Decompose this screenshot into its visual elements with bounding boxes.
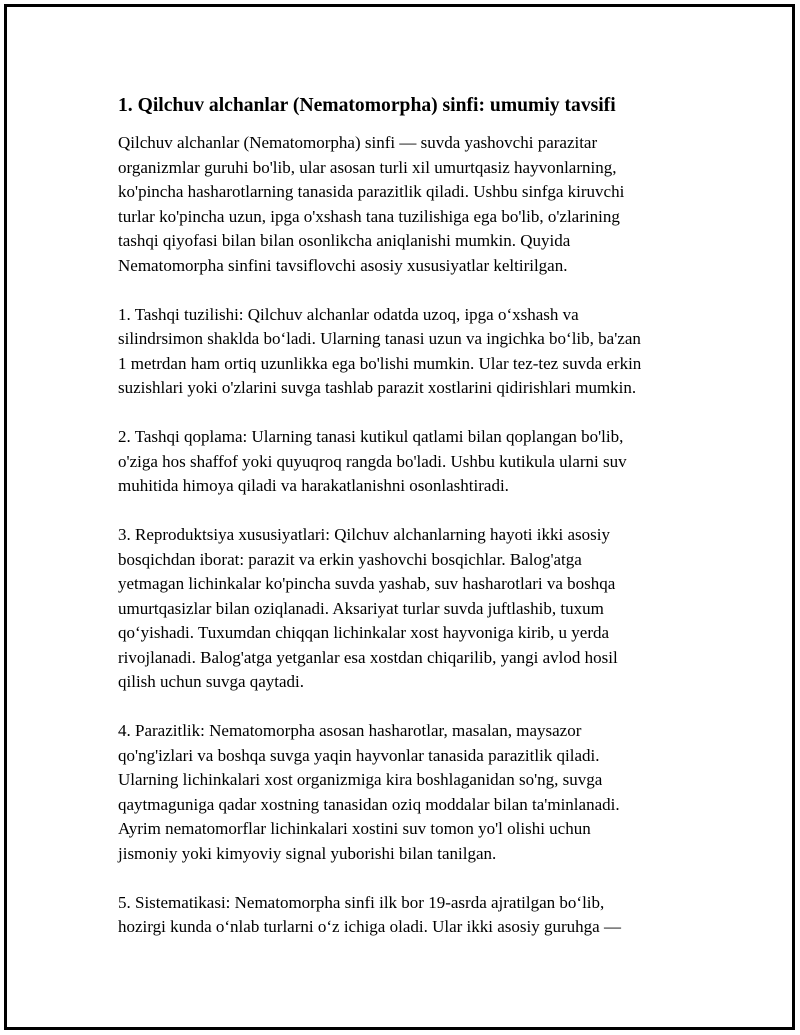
text-line: 5. Sistematikasi: Nematomorpha sinfi ilk bor 19-asrda ajratilgan bo‘lib, bbox=[118, 892, 605, 912]
text-line: 3. Reproduktsiya xususiyatlari: Qilchuv alchanlarning hayoti ikki asosiy bbox=[118, 525, 610, 544]
text-line: Nematomorpha sinfini tavsiflovchi asosiy xususiyatlar keltirilgan. bbox=[118, 255, 568, 275]
text-line: o'ziga hos shaffof yoki quyuqroq rangda bo'ladi. Ushbu kutikula ularni suv bbox=[118, 451, 627, 471]
text-line: Qilchuv alchanlar (Nematomorpha) sinfi — suvda yashovchi parazitar bbox=[118, 133, 598, 152]
paragraph-parasitism bbox=[118, 719, 690, 866]
text-line: bosqichdan iborat: parazit va erkin yashovchi bosqichlar. Balog'atga bbox=[118, 549, 582, 569]
text-line: jismoniy yoki kimyoviy signal yuborishi bilan tanilgan. bbox=[118, 843, 497, 863]
paragraph-external-structure bbox=[118, 303, 690, 401]
document-body bbox=[118, 92, 690, 964]
text-line: 2. Tashqi qoplama: Ularning tanasi kutikul qatlami bilan qoplangan bo'lib, bbox=[118, 427, 624, 446]
text-line: 1. Tashqi tuzilishi: Qilchuv alchanlar odatda uzoq, ipga o‘xshash va bbox=[118, 304, 579, 324]
paragraph-intro bbox=[118, 131, 690, 278]
text-line: turlar ko'pincha uzun, ipga o'xshash tana tuzilishiga ega bo'lib, o'zlarining bbox=[118, 206, 620, 226]
paragraph-systematics bbox=[118, 891, 690, 940]
text-line: tashqi qiyofasi bilan bilan osonlikcha aniqlanishi mumkin. Quyida bbox=[118, 231, 571, 250]
document-title: 1. Qilchuv alchanlar (Nematomorpha) sinfi: umumiy tavsifi bbox=[118, 95, 616, 116]
text-line: organizmlar guruhi bo'lib, ular asosan turli xil umurtqasiz hayvonlarning, bbox=[118, 157, 617, 177]
text-line: yetmagan lichinkalar ko'pincha suvda yashab, suv hasharotlari va boshqa bbox=[118, 574, 616, 593]
text-line: Ayrim nematomorflar lichinkalari xostini suv tomon yo'l olishi uchun bbox=[118, 819, 591, 838]
text-line: 4. Parazitlik: Nematomorpha asosan hasharotlar, masalan, maysazor bbox=[118, 721, 582, 740]
text-line: muhitida himoya qiladi va harakatlanishni osonlashtiradi. bbox=[118, 476, 509, 495]
text-line: qaytmaguniga qadar xostning tanasidan oziq moddalar bilan ta'minlanadi. bbox=[118, 794, 620, 814]
text-line: ko'pincha hasharotlarning tanasida parazitlik qiladi. Ushbu sinfga kiruvchi bbox=[118, 182, 625, 201]
text-line: Ularning lichinkalari xost organizmiga kira boshlaganidan so'ng, suvga bbox=[118, 770, 603, 789]
paragraph-external-cover bbox=[118, 425, 690, 499]
text-line: qo'ng'izlari va boshqa suvga yaqin hayvonlar tanasida parazitlik qiladi. bbox=[118, 745, 600, 765]
text-line: rivojlanadi. Balog'atga yetganlar esa xostdan chiqarilib, yangi avlod hosil bbox=[118, 647, 618, 667]
text-line: silindrsimon shaklda bo‘ladi. Ularning tanasi uzun va ingichka bo‘lib, ba'zan bbox=[118, 329, 641, 348]
text-line: qilish uchun suvga qaytadi. bbox=[118, 672, 305, 691]
text-line: qo‘yishadi. Tuxumdan chiqqan lichinkalar xost hayvoniga kirib, u yerda bbox=[118, 623, 610, 642]
text-line: umurtqasizlar bilan oziqlanadi. Aksariyat turlar suvda juftlashib, tuxum bbox=[118, 598, 604, 618]
paragraph-reproduction bbox=[118, 523, 690, 695]
text-line: 1 metrdan ham ortiq uzunlikka ega bo'lishi mumkin. Ular tez-tez suvda erkin bbox=[118, 353, 642, 373]
text-line: suzishlari yoki o'zlarini suvga tashlab parazit xostlarini qidirishlari mumkin. bbox=[118, 378, 637, 397]
text-line: hozirgi kunda o‘nlab turlarni o‘z ichiga oladi. Ular ikki asosiy guruhga — bbox=[118, 917, 621, 936]
